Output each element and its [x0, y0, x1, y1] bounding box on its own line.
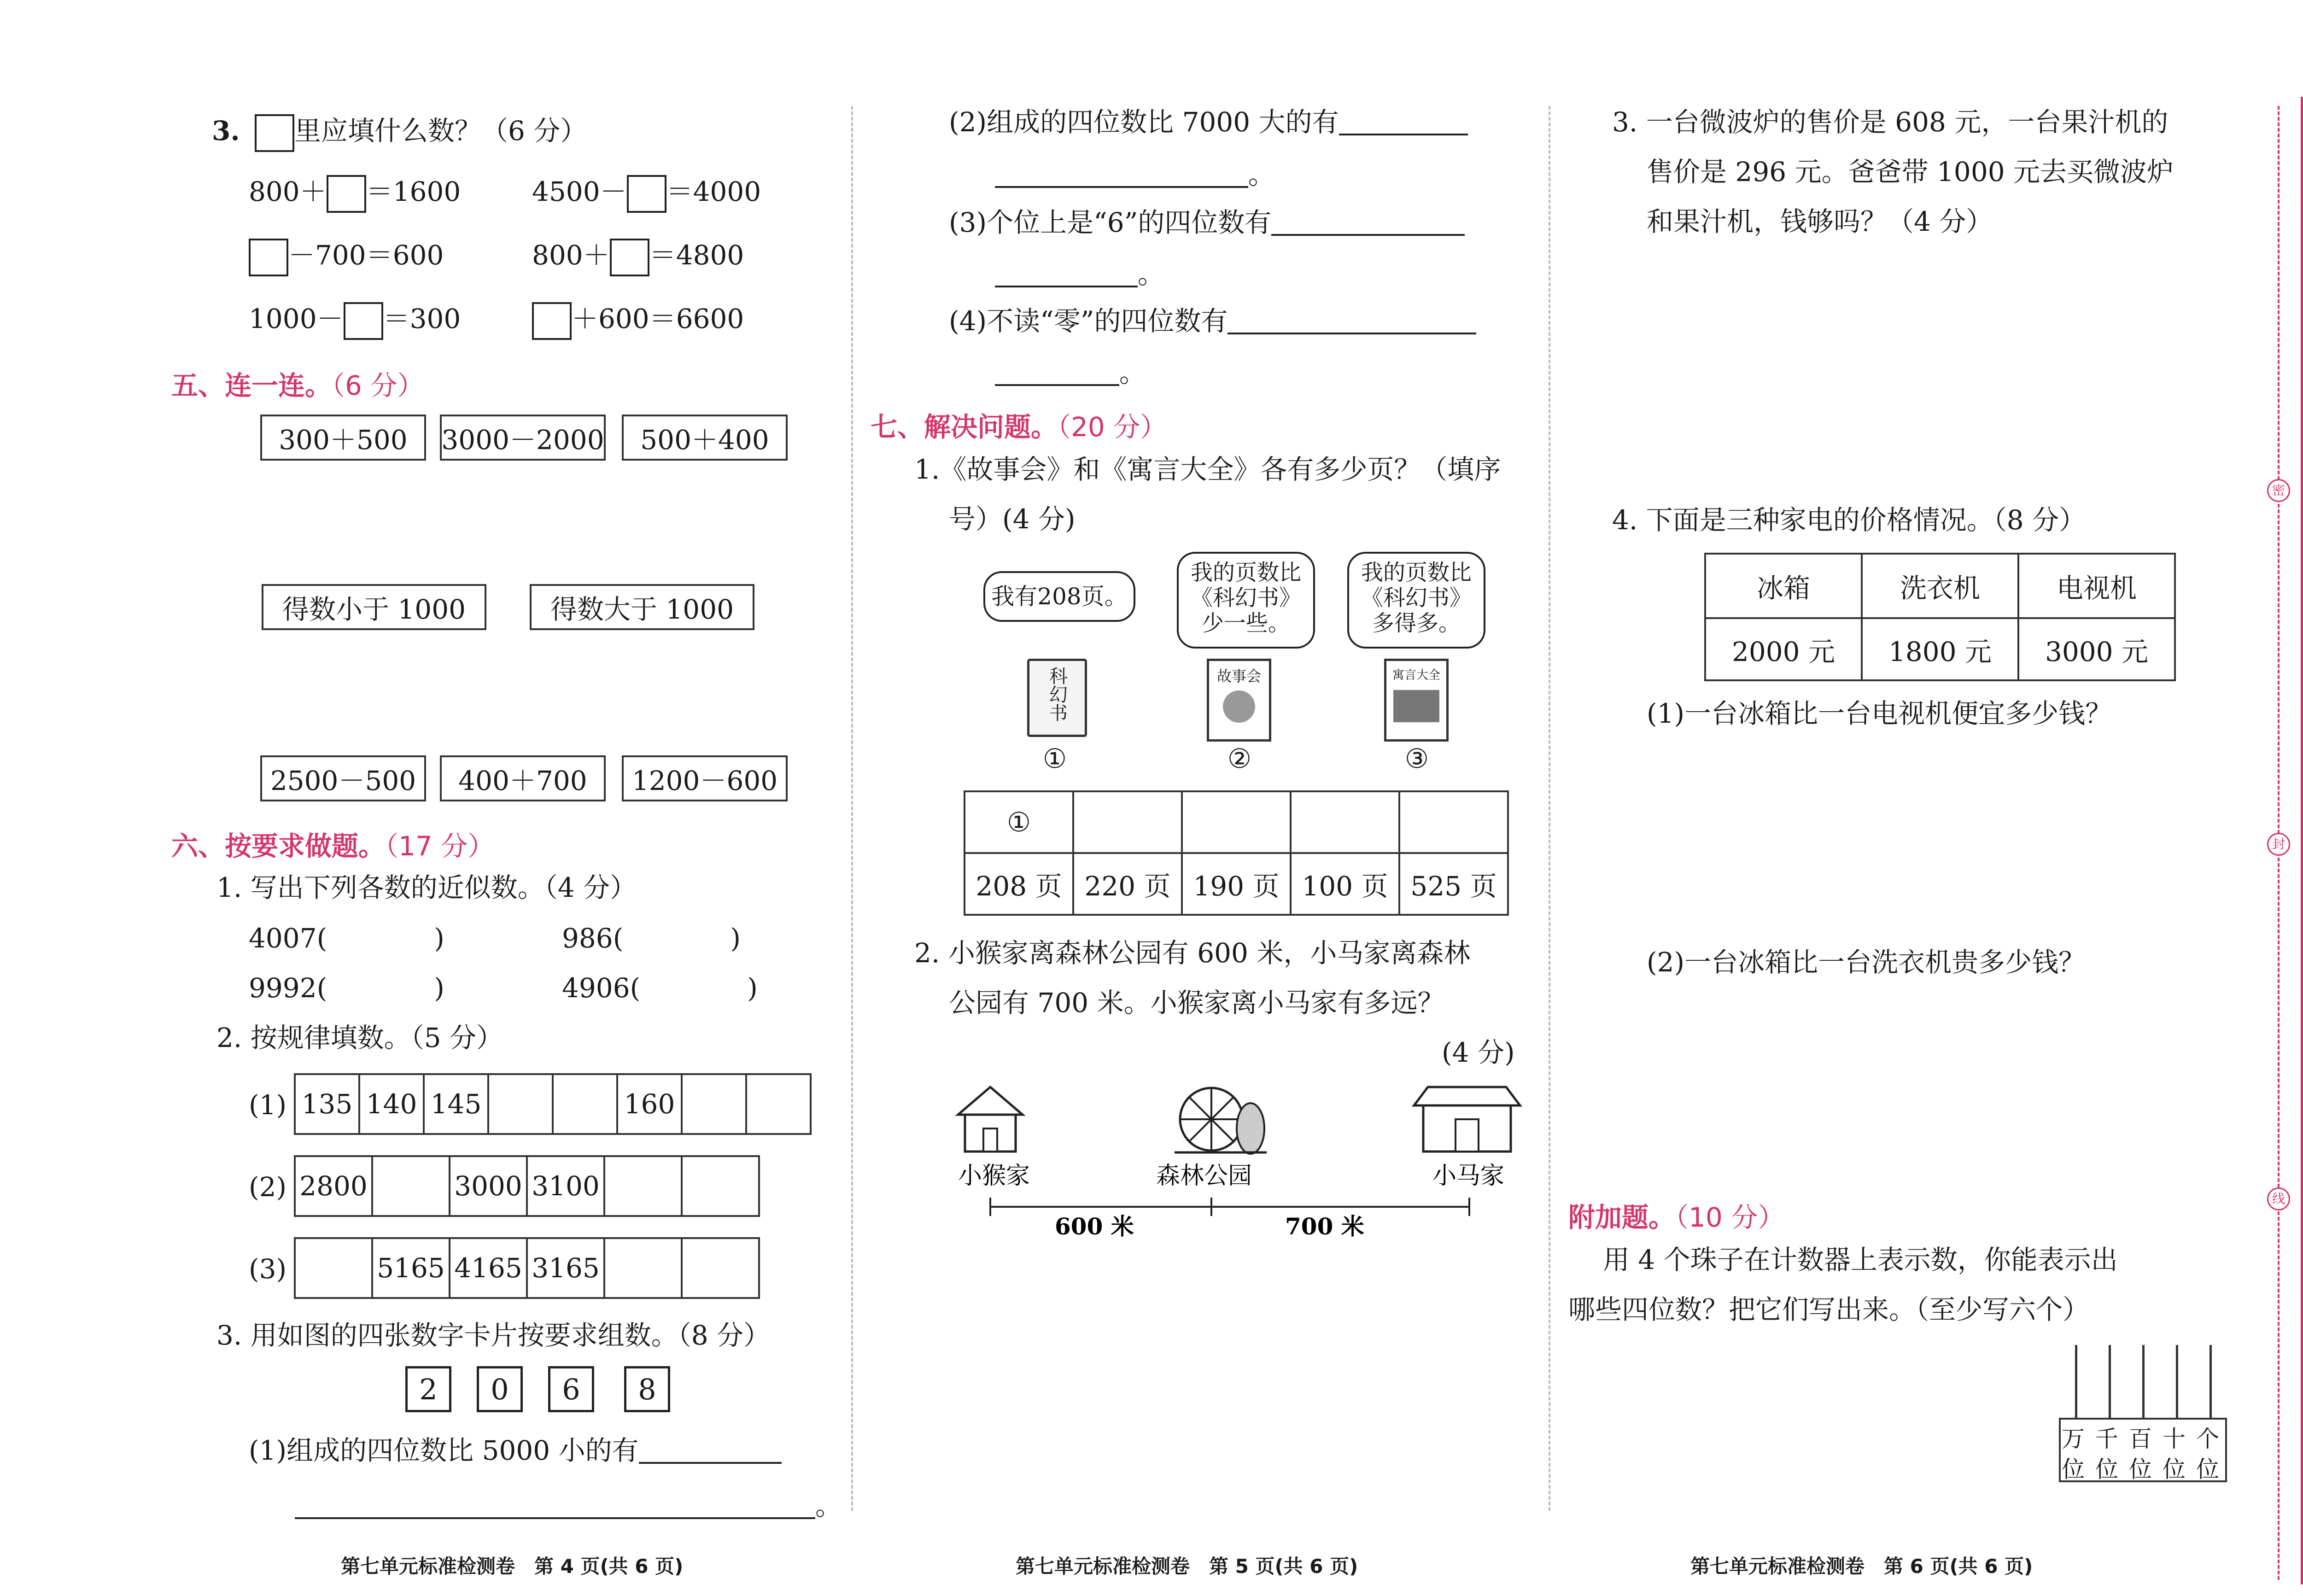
- approx-1[interactable]: 4007( ): [249, 923, 444, 954]
- equation-4: 800＋ ＝4800: [532, 239, 744, 276]
- equation-6: ＋600＝6600: [532, 302, 744, 340]
- sequence-row-2: [294, 1155, 760, 1217]
- book-stories-icon: [1207, 659, 1271, 742]
- row-label-3: (3): [249, 1253, 287, 1285]
- match-expr-5[interactable]: 400＋700: [440, 755, 606, 801]
- section-6-title: 六、按要求做题。（17 分）: [171, 830, 495, 862]
- row-label-2: (2): [249, 1171, 287, 1203]
- park-icon: [1175, 1088, 1267, 1154]
- answer-blank[interactable]: [995, 286, 1138, 287]
- q4-sub2: (2)一台冰箱比一台洗衣机贵多少钱？: [1647, 947, 2086, 978]
- footer-page-6: 第七单元标准检测卷 第 6 页(共 6 页): [1690, 1555, 2033, 1578]
- equation-5: 1000－ ＝300: [249, 302, 461, 340]
- p2-line1: 2. 小猴家离森林公园有 600 米，小马家离森林: [914, 937, 1471, 969]
- price-table: [1704, 553, 2176, 681]
- q4-title: 4. 下面是三种家电的价格情况。（8 分）: [1612, 504, 2086, 536]
- book-number-2: ②: [1227, 743, 1251, 774]
- answer-cell[interactable]: [682, 1074, 746, 1134]
- seal-mark-2: 封: [2267, 833, 2290, 856]
- sub4-text: (4)不读“零”的四位数有: [949, 308, 1476, 334]
- answer-cell[interactable]: [553, 1074, 617, 1134]
- row-label-1: (1): [249, 1089, 287, 1121]
- value-cell: 135: [295, 1074, 359, 1134]
- sub2-text: (2)组成的四位数比 7000 大的有: [949, 109, 1468, 135]
- book-fables-icon: [1384, 659, 1449, 742]
- q3b-title: 3. 用如图的四张数字卡片按要求组数。（8 分）: [216, 1320, 771, 1351]
- column-divider: [1549, 106, 1550, 1511]
- speech-bubble-1: 我有208页。: [983, 571, 1135, 622]
- price-cell: 1800 元: [1862, 618, 2018, 680]
- place-label-park: 森林公园: [1156, 1162, 1252, 1190]
- value-cell: 3000: [450, 1156, 527, 1216]
- book-title: 科幻书: [1046, 666, 1068, 722]
- equation-2: 4500－ ＝4000: [532, 175, 761, 213]
- answer-box[interactable]: [532, 302, 572, 340]
- speech-bubble-3: 我的页数比《科幻书》多得多。: [1347, 552, 1485, 649]
- equation-1: 800＋ ＝1600: [249, 175, 461, 213]
- q3-line1: 3. 一台微波炉的售价是 608 元，一台果汁机的: [1612, 106, 2169, 138]
- value-cell: ①: [964, 791, 1073, 853]
- answer-box[interactable]: [344, 302, 383, 340]
- distance-label-1: 600 米: [1055, 1213, 1134, 1240]
- approx-4[interactable]: 4906( ): [562, 972, 758, 1004]
- section-7-title: 七、解决问题。（20 分）: [871, 411, 1167, 443]
- digit-card-4: 8: [624, 1366, 670, 1412]
- place-label-pony: 小马家: [1432, 1162, 1505, 1190]
- place-label-monkey: 小猴家: [958, 1162, 1030, 1190]
- sub2-line2: 。: [995, 161, 1275, 188]
- answer-cell[interactable]: [1291, 791, 1399, 853]
- equation-3: －700＝600: [249, 239, 444, 276]
- answer-blank[interactable]: [995, 186, 1248, 188]
- price-cell: 2000 元: [1705, 618, 1862, 680]
- value-cell: 2800: [295, 1156, 372, 1216]
- extra-title: 附加题。（10 分）: [1568, 1202, 1785, 1233]
- approx-3[interactable]: 9992( ): [249, 972, 444, 1004]
- answer-cell[interactable]: [682, 1156, 759, 1216]
- sequence-row-3: [294, 1237, 760, 1299]
- sub1-text: (1)组成的四位数比 5000 小的有: [249, 1437, 782, 1464]
- digit-card-2: 0: [477, 1366, 523, 1412]
- p1-line2: 号）(4 分): [949, 503, 1076, 535]
- answer-cell[interactable]: [604, 1156, 682, 1216]
- match-expr-3[interactable]: 500＋400: [622, 415, 788, 461]
- footer-page-5: 第七单元标准检测卷 第 5 页(共 6 页): [1016, 1555, 1358, 1578]
- q3-title: 里应填什么数？（6 分）: [294, 115, 587, 147]
- book-title: 寓言大全: [1392, 668, 1440, 682]
- q4-sub1: (1)一台冰箱比一台电视机便宜多少钱？: [1647, 698, 2112, 729]
- answer-cell[interactable]: [372, 1156, 450, 1216]
- extra-line1: 用 4 个珠子在计数器上表示数，你能表示出: [1603, 1244, 2118, 1275]
- value-cell: 220 页: [1073, 853, 1182, 915]
- answer-blank[interactable]: [1271, 234, 1465, 236]
- answer-blank[interactable]: [639, 1462, 782, 1464]
- q3-line2: 售价是 296 元。爸爸带 1000 元去买微波炉: [1647, 156, 2174, 187]
- answer-blank[interactable]: [1227, 333, 1476, 334]
- match-expr-2[interactable]: 3000－2000: [440, 415, 606, 461]
- answer-blank[interactable]: [995, 384, 1119, 386]
- sequence-row-1: [294, 1073, 812, 1135]
- price-header: 冰箱: [1705, 554, 1862, 618]
- answer-cell[interactable]: [682, 1238, 759, 1298]
- answer-cell[interactable]: [1182, 791, 1291, 853]
- q2-title: 2. 按规律填数。（5 分）: [216, 1022, 503, 1053]
- footer-page-4: 第七单元标准检测卷 第 4 页(共 6 页): [341, 1555, 684, 1578]
- value-cell: 3165: [527, 1238, 604, 1298]
- digit-card-3: 6: [548, 1366, 594, 1412]
- house-icon: [958, 1087, 1023, 1152]
- q-number: 3.: [212, 115, 240, 147]
- illustration-icon: [1393, 690, 1439, 722]
- answer-box[interactable]: [249, 239, 288, 276]
- value-cell: 3100: [527, 1156, 604, 1216]
- p2-points: (4 分): [1442, 1037, 1515, 1068]
- value-cell: 100 页: [1291, 853, 1399, 915]
- approx-2[interactable]: 986( ): [562, 923, 741, 954]
- answer-blank[interactable]: [1339, 134, 1468, 135]
- q3-header: [212, 114, 587, 152]
- sub1-line2: 。: [295, 1492, 842, 1519]
- match-expr-4[interactable]: 2500－500: [260, 755, 426, 801]
- match-category-less[interactable]: 得数小于 1000: [262, 584, 486, 630]
- match-expr-1[interactable]: 300＋500: [260, 415, 426, 461]
- book-number-3: ③: [1405, 743, 1429, 774]
- seal-mark-3: 线: [2267, 1187, 2290, 1210]
- sub4-line2: 。: [995, 359, 1146, 386]
- value-cell: 190 页: [1182, 853, 1291, 915]
- book-title: 故事会: [1216, 667, 1261, 685]
- book-scifi-icon: [1027, 659, 1087, 737]
- seal-mark-1: 密: [2267, 479, 2290, 502]
- distance-label-2: 700 米: [1285, 1213, 1364, 1240]
- answer-box[interactable]: [627, 175, 666, 213]
- column-divider: [851, 106, 853, 1511]
- extra-line2: 哪些四位数？把它们写出来。（至少写六个）: [1568, 1294, 2090, 1325]
- answer-cell[interactable]: [746, 1074, 811, 1134]
- abacus-labels-bottom: 位位位位位: [2062, 1456, 2230, 1483]
- answer-cell[interactable]: [295, 1238, 372, 1298]
- p2-line2: 公园有 700 米。小猴家离小马家有多远？: [949, 987, 1444, 1018]
- sub3-line2: 。: [995, 261, 1164, 287]
- answer-cell[interactable]: [604, 1238, 682, 1298]
- value-cell: 5165: [372, 1238, 450, 1298]
- q1-title: 1. 写出下列各数的近似数。（4 分）: [216, 872, 637, 903]
- illustration-icon: [1223, 690, 1255, 723]
- value-cell: 525 页: [1399, 853, 1508, 915]
- abacus-labels-top: 万千百十个: [2062, 1426, 2230, 1452]
- p1-line1: 1.《故事会》和《寓言大全》各有多少页？（填序: [914, 454, 1501, 485]
- speech-bubble-2: 我的页数比《科幻书》少一些。: [1177, 552, 1315, 649]
- seal-solid-line: [2301, 97, 2303, 1584]
- answer-box[interactable]: [327, 175, 366, 213]
- sub3-text: (3)个位上是“6”的四位数有: [949, 209, 1465, 236]
- value-cell: 4165: [450, 1238, 527, 1298]
- price-cell: 3000 元: [2018, 618, 2175, 680]
- page-table: [964, 790, 1509, 916]
- distance-diagram: [944, 1073, 1543, 1248]
- price-header: 洗衣机: [1862, 554, 2018, 618]
- answer-box[interactable]: [255, 114, 294, 152]
- match-category-greater[interactable]: 得数大于 1000: [530, 584, 754, 630]
- match-expr-6[interactable]: 1200－600: [622, 755, 788, 801]
- book-number-1: ①: [1043, 743, 1067, 774]
- answer-box[interactable]: [610, 239, 649, 276]
- digit-card-1: 2: [405, 1366, 451, 1412]
- answer-cell[interactable]: [1073, 791, 1182, 853]
- value-cell: 145: [424, 1074, 488, 1134]
- value-cell: 160: [617, 1074, 682, 1134]
- price-header: 电视机: [2018, 554, 2175, 618]
- value-cell: 208 页: [964, 853, 1073, 915]
- answer-cell[interactable]: [488, 1074, 553, 1134]
- q3-line3: 和果汁机，钱够吗？（4 分）: [1647, 206, 1993, 237]
- answer-cell[interactable]: [1399, 791, 1508, 853]
- value-cell: 140: [359, 1074, 424, 1134]
- answer-blank[interactable]: [295, 1517, 815, 1519]
- section-5-title: 五、连一连。（6 分）: [171, 370, 424, 401]
- pony-house-icon: [1414, 1087, 1520, 1152]
